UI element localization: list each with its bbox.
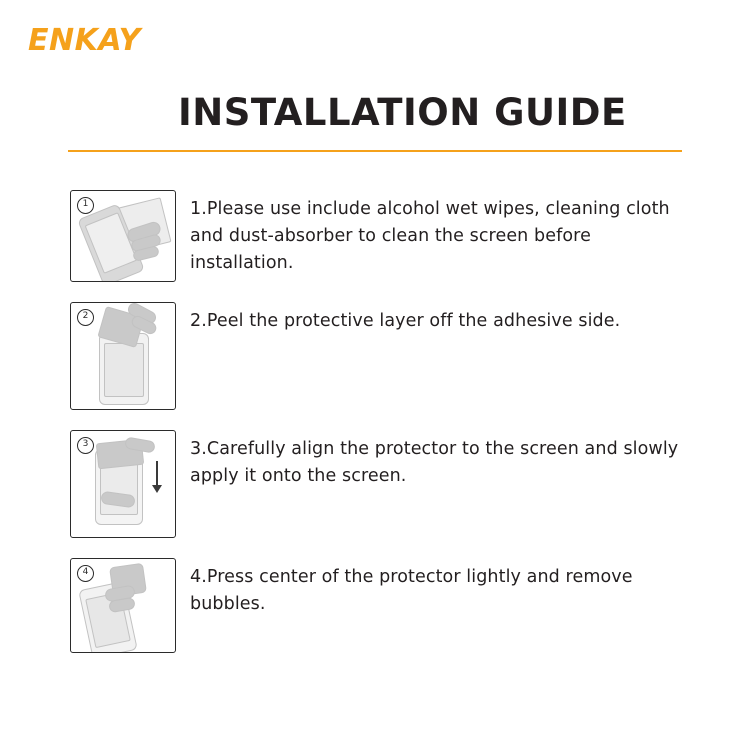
step-text: 4.Press center of the protector lightly and remove bubbles. bbox=[190, 567, 633, 615]
brand-logo: ENKAY bbox=[28, 23, 141, 58]
align-protector-icon bbox=[70, 430, 176, 538]
list-item bbox=[70, 302, 696, 410]
step-badge: 2 bbox=[77, 309, 94, 326]
step-text: 2.Peel the protective layer off the adhesive side. bbox=[190, 311, 621, 331]
phone-wipe-cloth-icon bbox=[70, 190, 176, 282]
step-text: 1.Please use include alcohol wet wipes, cleaning cloth and dust-absorber to clean the screen before installation. bbox=[190, 199, 670, 274]
steps-list bbox=[70, 190, 696, 673]
list-item bbox=[70, 190, 696, 282]
list-item bbox=[70, 430, 696, 538]
step-badge: 3 bbox=[77, 437, 94, 454]
list-item bbox=[70, 558, 696, 653]
title-divider bbox=[68, 150, 682, 152]
step-badge: 1 bbox=[77, 197, 94, 214]
header bbox=[68, 92, 682, 152]
peel-film-icon bbox=[70, 302, 176, 410]
step-text: 3.Carefully align the protector to the screen and slowly apply it onto the screen. bbox=[190, 439, 679, 487]
press-center-icon bbox=[70, 558, 176, 653]
step-badge: 4 bbox=[77, 565, 94, 582]
page-title: INSTALLATION GUIDE bbox=[178, 91, 627, 134]
